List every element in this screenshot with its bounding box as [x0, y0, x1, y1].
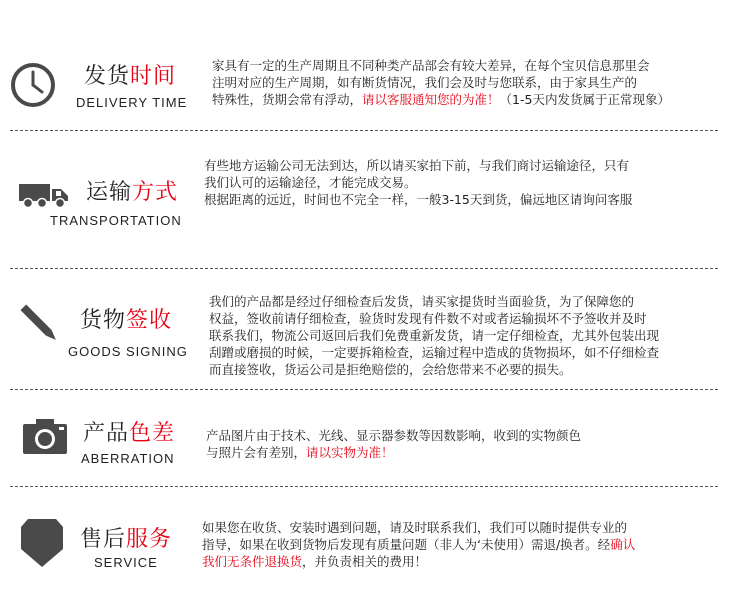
divider	[10, 389, 718, 390]
section-description: 产品图片由于技术、光线、显示器参数等因数影响，收到的实物颜色 与照片会有差别，请以实物为准！	[206, 428, 582, 460]
section-title-en: TRANSPORTATION	[50, 213, 182, 228]
truck-icon	[18, 183, 70, 209]
divider	[10, 486, 718, 487]
divider	[10, 130, 718, 131]
section-title: 运输方式	[86, 180, 179, 205]
section-title: 发货时间	[84, 64, 177, 89]
section-title-en: SERVICE	[94, 555, 158, 570]
section-title: 产品色差	[83, 421, 176, 446]
section-title: 货物签收	[80, 308, 173, 333]
section-delivery-time	[0, 0, 750, 125]
section-description: 有些地方运输公司无法到达，所以请买家拍下前，与我们商讨运输途径，只有 我们认可的运输途径，才能完成交易。 根据距离的远近，时间也不完全一样，一般3-15天到货，偏远地区请询问客服	[204, 158, 633, 207]
section-title-en: DELIVERY TIME	[76, 95, 188, 110]
section-aberration	[0, 395, 750, 485]
section-goods-signing	[0, 280, 750, 390]
section-description: 我们的产品都是经过仔细检查后发货，请买家提货时当面验货，为了保障您的 权益，签收前请仔细检查，验货时发现有件数不对或者运输损坏不予签收并及时 联系我们，物流公司返回后我们免费重新发货，请一定仔细检查，尤其外包装出现 刮蹭或磨损的时候，一定要拆箱检查，运输过程中造成的货物损坏，如不仔细检查 而直接签收，货运公司是拒绝赔偿的，会给您带来不必要的损失。	[209, 294, 660, 377]
divider	[10, 268, 718, 269]
clock-icon	[10, 62, 56, 108]
shield-icon	[20, 517, 64, 569]
pen-icon	[20, 302, 62, 348]
section-transportation	[0, 140, 750, 260]
section-description: 家具有一定的生产周期且不同种类产品部会有较大差异，在每个宝贝信息那里会 注明对应的生产周期，如有断货情况，我们会及时与您联系，由于家具生产的 特殊性，货期会常有浮动，请以客服通知您的为准！（1-5天内发货属于正常现象）	[212, 58, 670, 107]
camera-icon	[22, 417, 68, 455]
section-description: 如果您在收货、安装时遇到问题，请及时联系我们，我们可以随时提供专业的 指导，如果在收到货物后发现有质量问题（非人为‘未使用）需退/换者。经确认 我们无条件退换货，并负责相关的费用！	[202, 520, 636, 569]
section-service	[0, 495, 750, 605]
section-title: 售后服务	[80, 527, 173, 552]
section-title-en: ABERRATION	[81, 451, 175, 466]
section-title-en: GOODS SIGNING	[68, 344, 188, 359]
